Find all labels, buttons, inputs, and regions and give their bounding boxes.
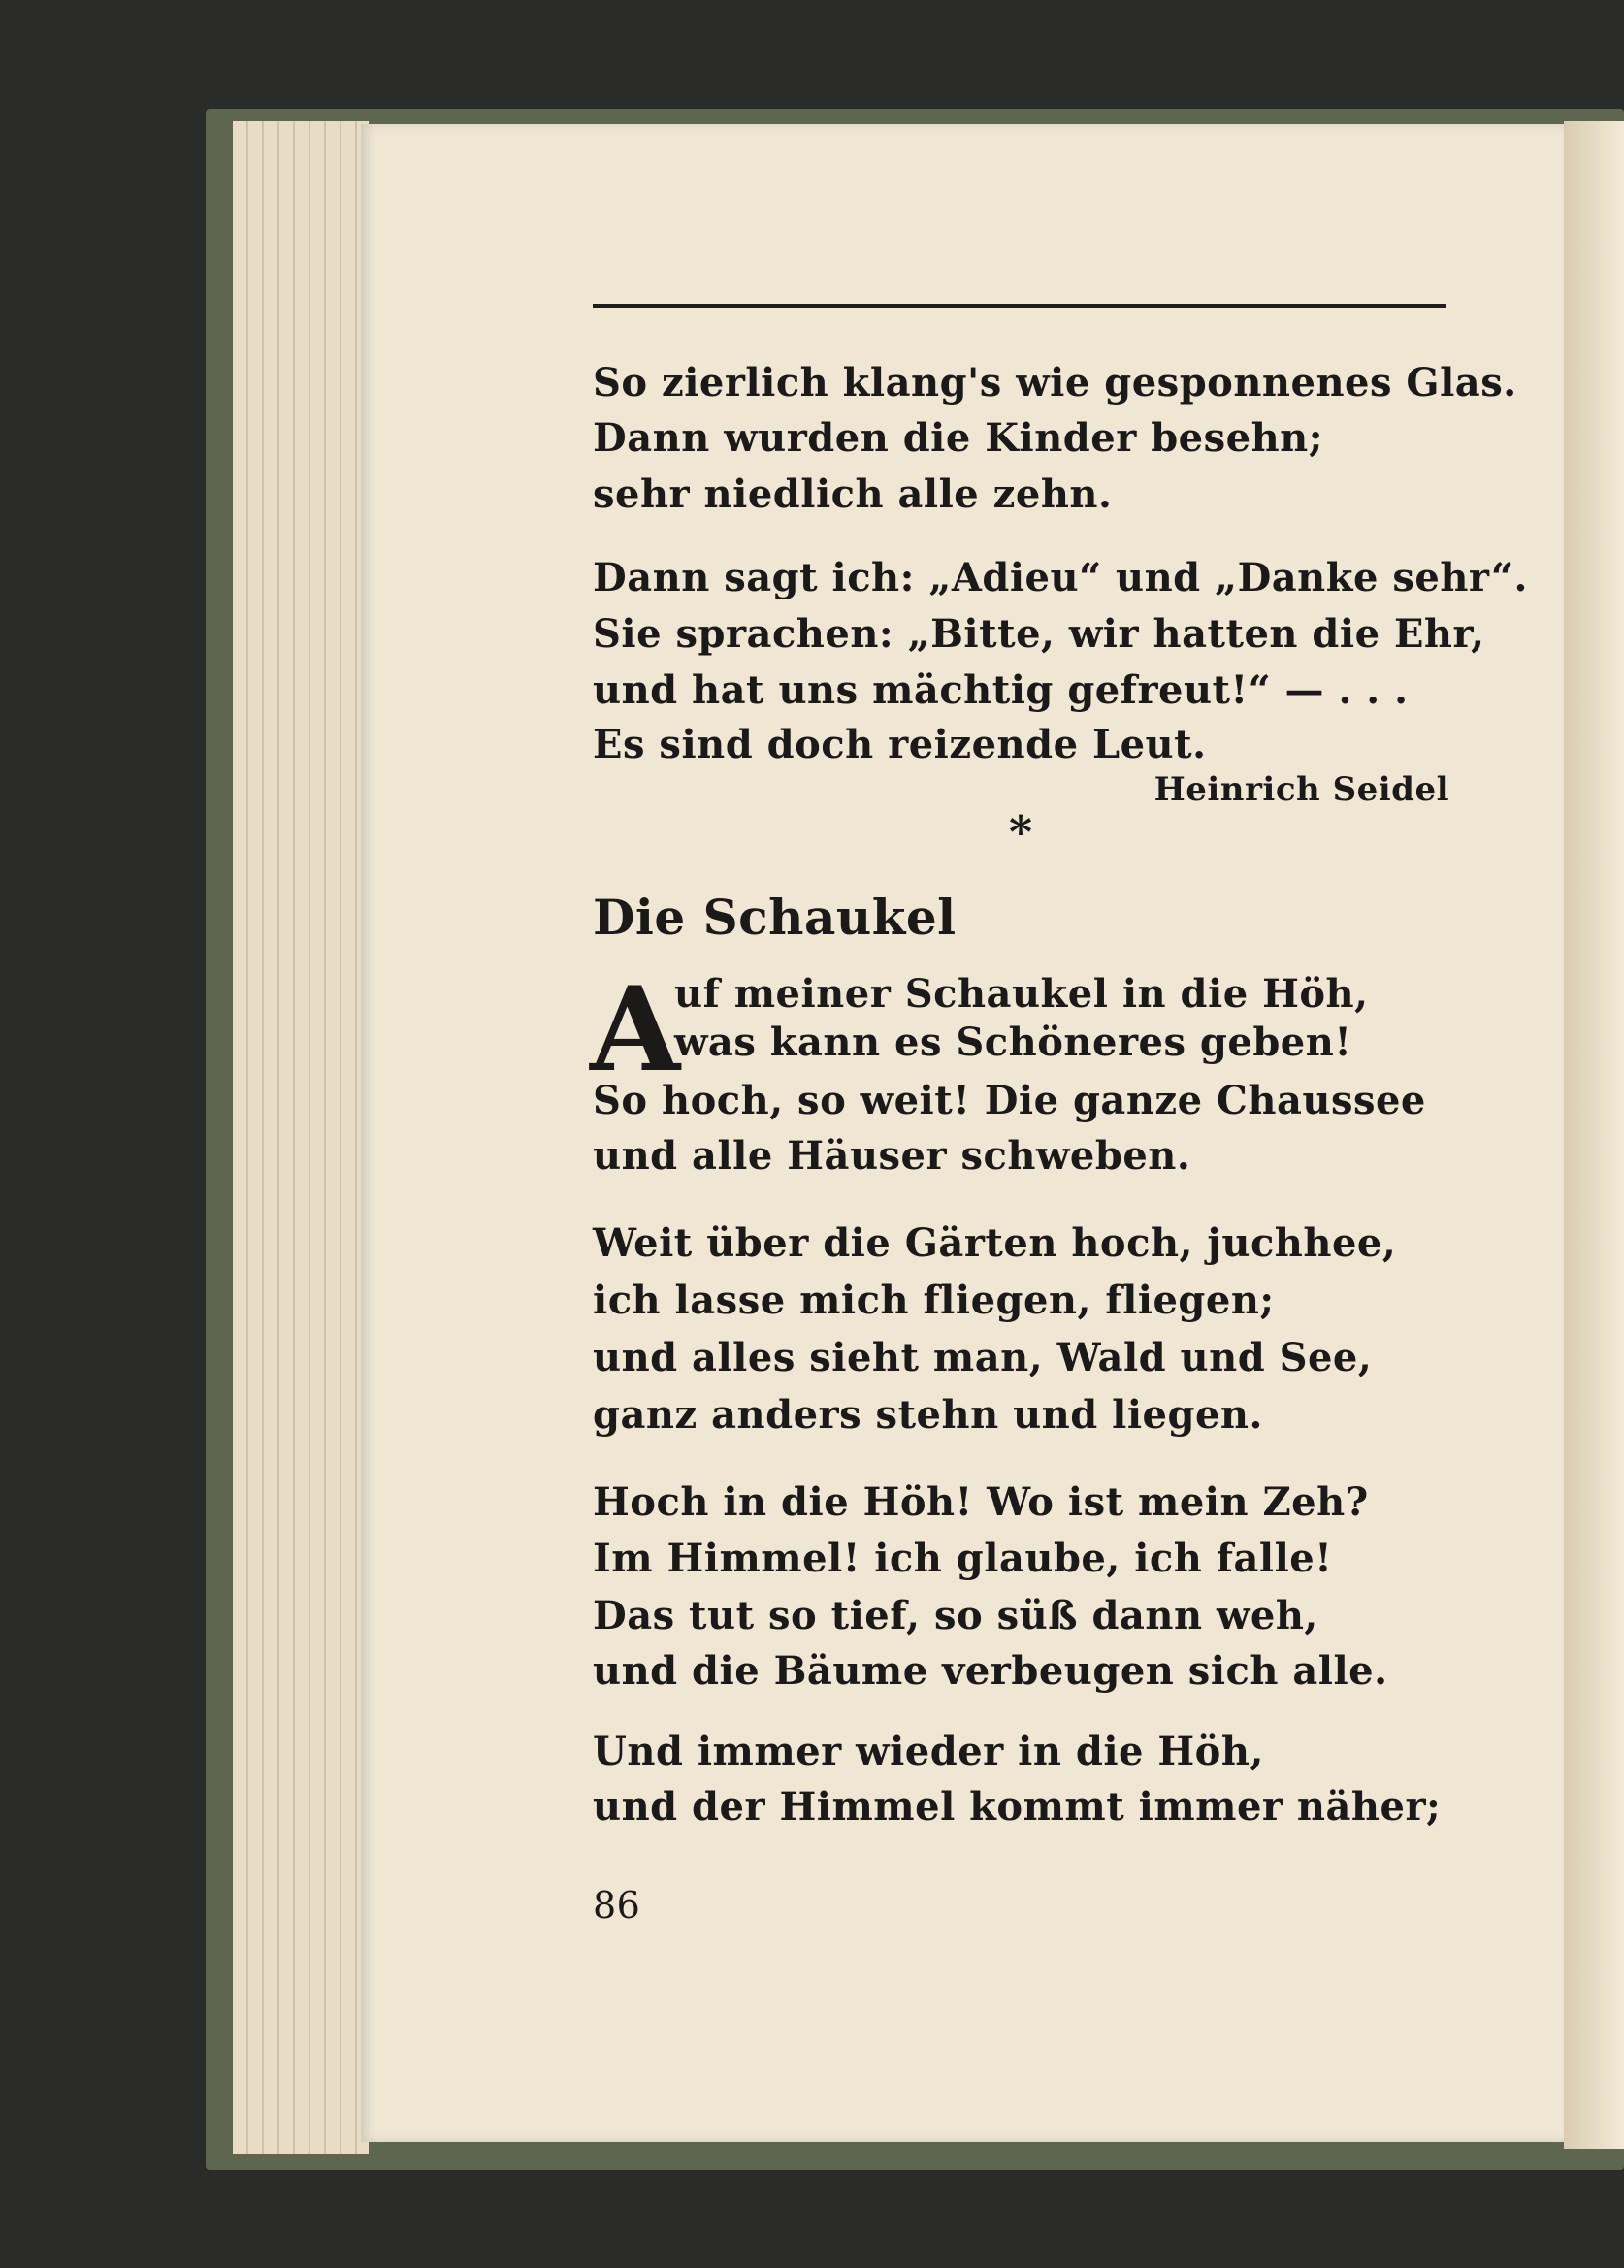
poem-title: Die Schaukel xyxy=(593,889,957,946)
poem-line: Und immer wieder in die Höh, xyxy=(593,1729,1264,1774)
poem-line: Dann sagt ich: „Adieu“ und „Danke sehr“. xyxy=(593,555,1528,600)
poem-line: ganz anders stehn und liegen. xyxy=(593,1392,1263,1438)
poem-line: und alle Häuser schweben. xyxy=(593,1133,1191,1179)
poem-line: Im Himmel! ich glaube, ich falle! xyxy=(593,1536,1333,1581)
poem-line: und der Himmel kommt immer näher; xyxy=(593,1784,1442,1830)
poem-line: Hoch in die Höh! Wo ist mein Zeh? xyxy=(593,1479,1369,1525)
poem-line: Es sind doch reizende Leut. xyxy=(593,722,1207,767)
poem-line: und hat uns mächtig gefreut!“ — . . . xyxy=(593,667,1409,713)
poem-line: Das tut so tief, so süß dann weh, xyxy=(593,1593,1318,1638)
section-separator: * xyxy=(1009,806,1033,859)
poem-line: So hoch, so weit! Die ganze Chaussee xyxy=(593,1078,1426,1123)
poem-line: uf meiner Schaukel in die Höh, xyxy=(674,971,1369,1017)
poem-line: Sie sprachen: „Bitte, wir hatten die Ehr, xyxy=(593,611,1485,657)
poem-line: So zierlich klang's wie gesponnenes Glas. xyxy=(593,360,1517,405)
drop-cap: A xyxy=(590,961,681,1098)
poem-line: was kann es Schöneres geben! xyxy=(674,1020,1352,1065)
poem-author: Heinrich Seidel xyxy=(1153,770,1449,809)
poem-line: sehr niedlich alle zehn. xyxy=(593,471,1113,517)
page-edges xyxy=(233,121,369,2154)
poem-line: und die Bäume verbeugen sich alle. xyxy=(593,1648,1388,1694)
page-number: 86 xyxy=(593,1884,641,1927)
poem-line: Weit über die Gärten hoch, juchhee, xyxy=(593,1220,1397,1266)
poem-line: und alles sieht man, Wald und See, xyxy=(593,1335,1373,1380)
ornamental-rule xyxy=(593,304,1446,308)
poem-line: ich lasse mich fliegen, fliegen; xyxy=(593,1278,1275,1323)
poem-line: Dann wurden die Kinder besehn; xyxy=(593,415,1324,461)
facing-page-edge xyxy=(1564,121,1624,2149)
